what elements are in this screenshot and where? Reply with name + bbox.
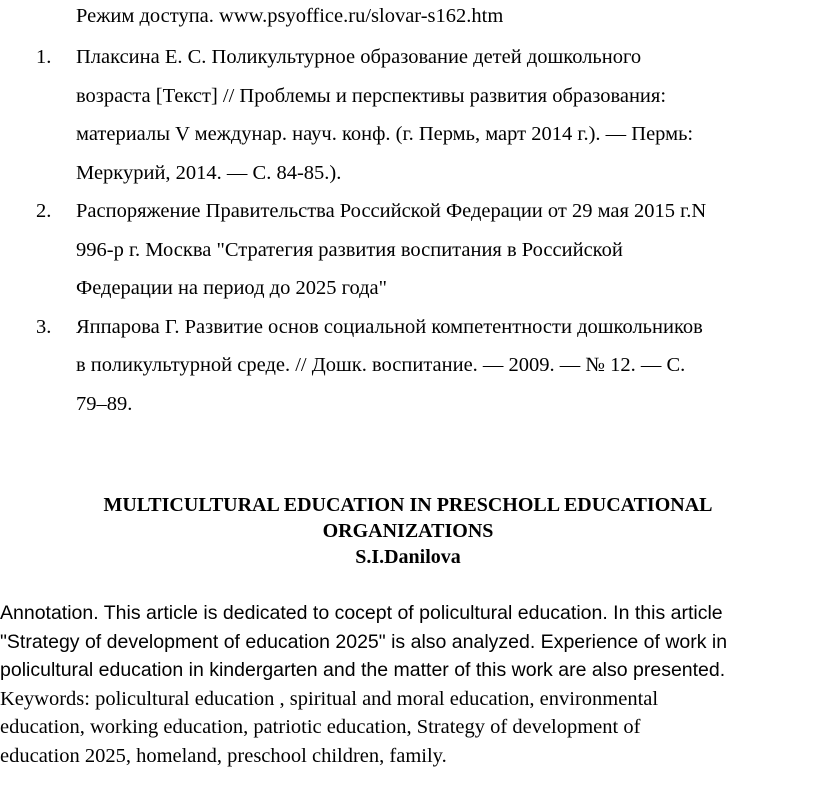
reference-text-line: Распоряжение Правительства Российской Федерации от 29 мая 2015 г.N (76, 200, 707, 222)
reference-number: 3. (36, 315, 52, 338)
reference-text-line: в поликультурной среде. // Дошк. воспитание. — 2009. — № 12. — С. (76, 354, 686, 376)
keywords-line: education, working education, patriotic education, Strategy of development of (0, 716, 641, 739)
reference-item (0, 192, 816, 308)
article-title-line: MULTICULTURAL EDUCATION IN PRESCHOLL EDUCATIONAL (103, 494, 713, 516)
keywords-line: Keywords: policultural education , spiritual and moral education, environmental (0, 687, 659, 710)
reference-list (0, 38, 816, 423)
annotation-line: Annotation. This article is dedicated to cocept of policultural education. In this article (0, 602, 723, 624)
reference-item (0, 38, 816, 192)
english-title-block (0, 492, 816, 570)
access-mode-line: Режим доступа. www.psyoffice.ru/slovar-s162.htm (76, 5, 504, 27)
annotation-block (0, 599, 816, 771)
reference-text-line: 996-р г. Москва "Стратегия развития воспитания в Российской (76, 238, 623, 261)
reference-text-line: возраста [Текст] // Проблемы и перспективы развития образования: (76, 84, 667, 107)
reference-text-line: Яппарова Г. Развитие основ социальной компетентности дошкольников (76, 315, 703, 338)
annotation-line: "Strategy of development of education 2025" is also analyzed. Experience of work in (0, 630, 728, 653)
reference-number: 2. (36, 200, 52, 222)
annotation-line: policultural education in kindergarten and the matter of this work are also presented. (0, 659, 726, 682)
reference-item (0, 308, 816, 424)
reference-text-line: материалы V междунар. науч. конф. (г. Пермь, март 2014 г.). — Пермь: (76, 123, 694, 145)
reference-text-line: Федерации на период до 2025 года" (76, 277, 388, 299)
reference-number: 1. (36, 46, 52, 68)
reference-text-line: Плаксина Е. С. Поликультурное образование детей дошкольного (76, 46, 642, 68)
reference-text-line: 79–89. (76, 392, 133, 415)
article-title-line: ORGANIZATIONS (322, 520, 494, 542)
article-author: S.I.Danilova (355, 546, 461, 568)
keywords-line: education 2025, homeland, preschool children, family. (0, 744, 447, 767)
reference-text-line: Меркурий, 2014. — С. 84-85.). (76, 161, 342, 184)
